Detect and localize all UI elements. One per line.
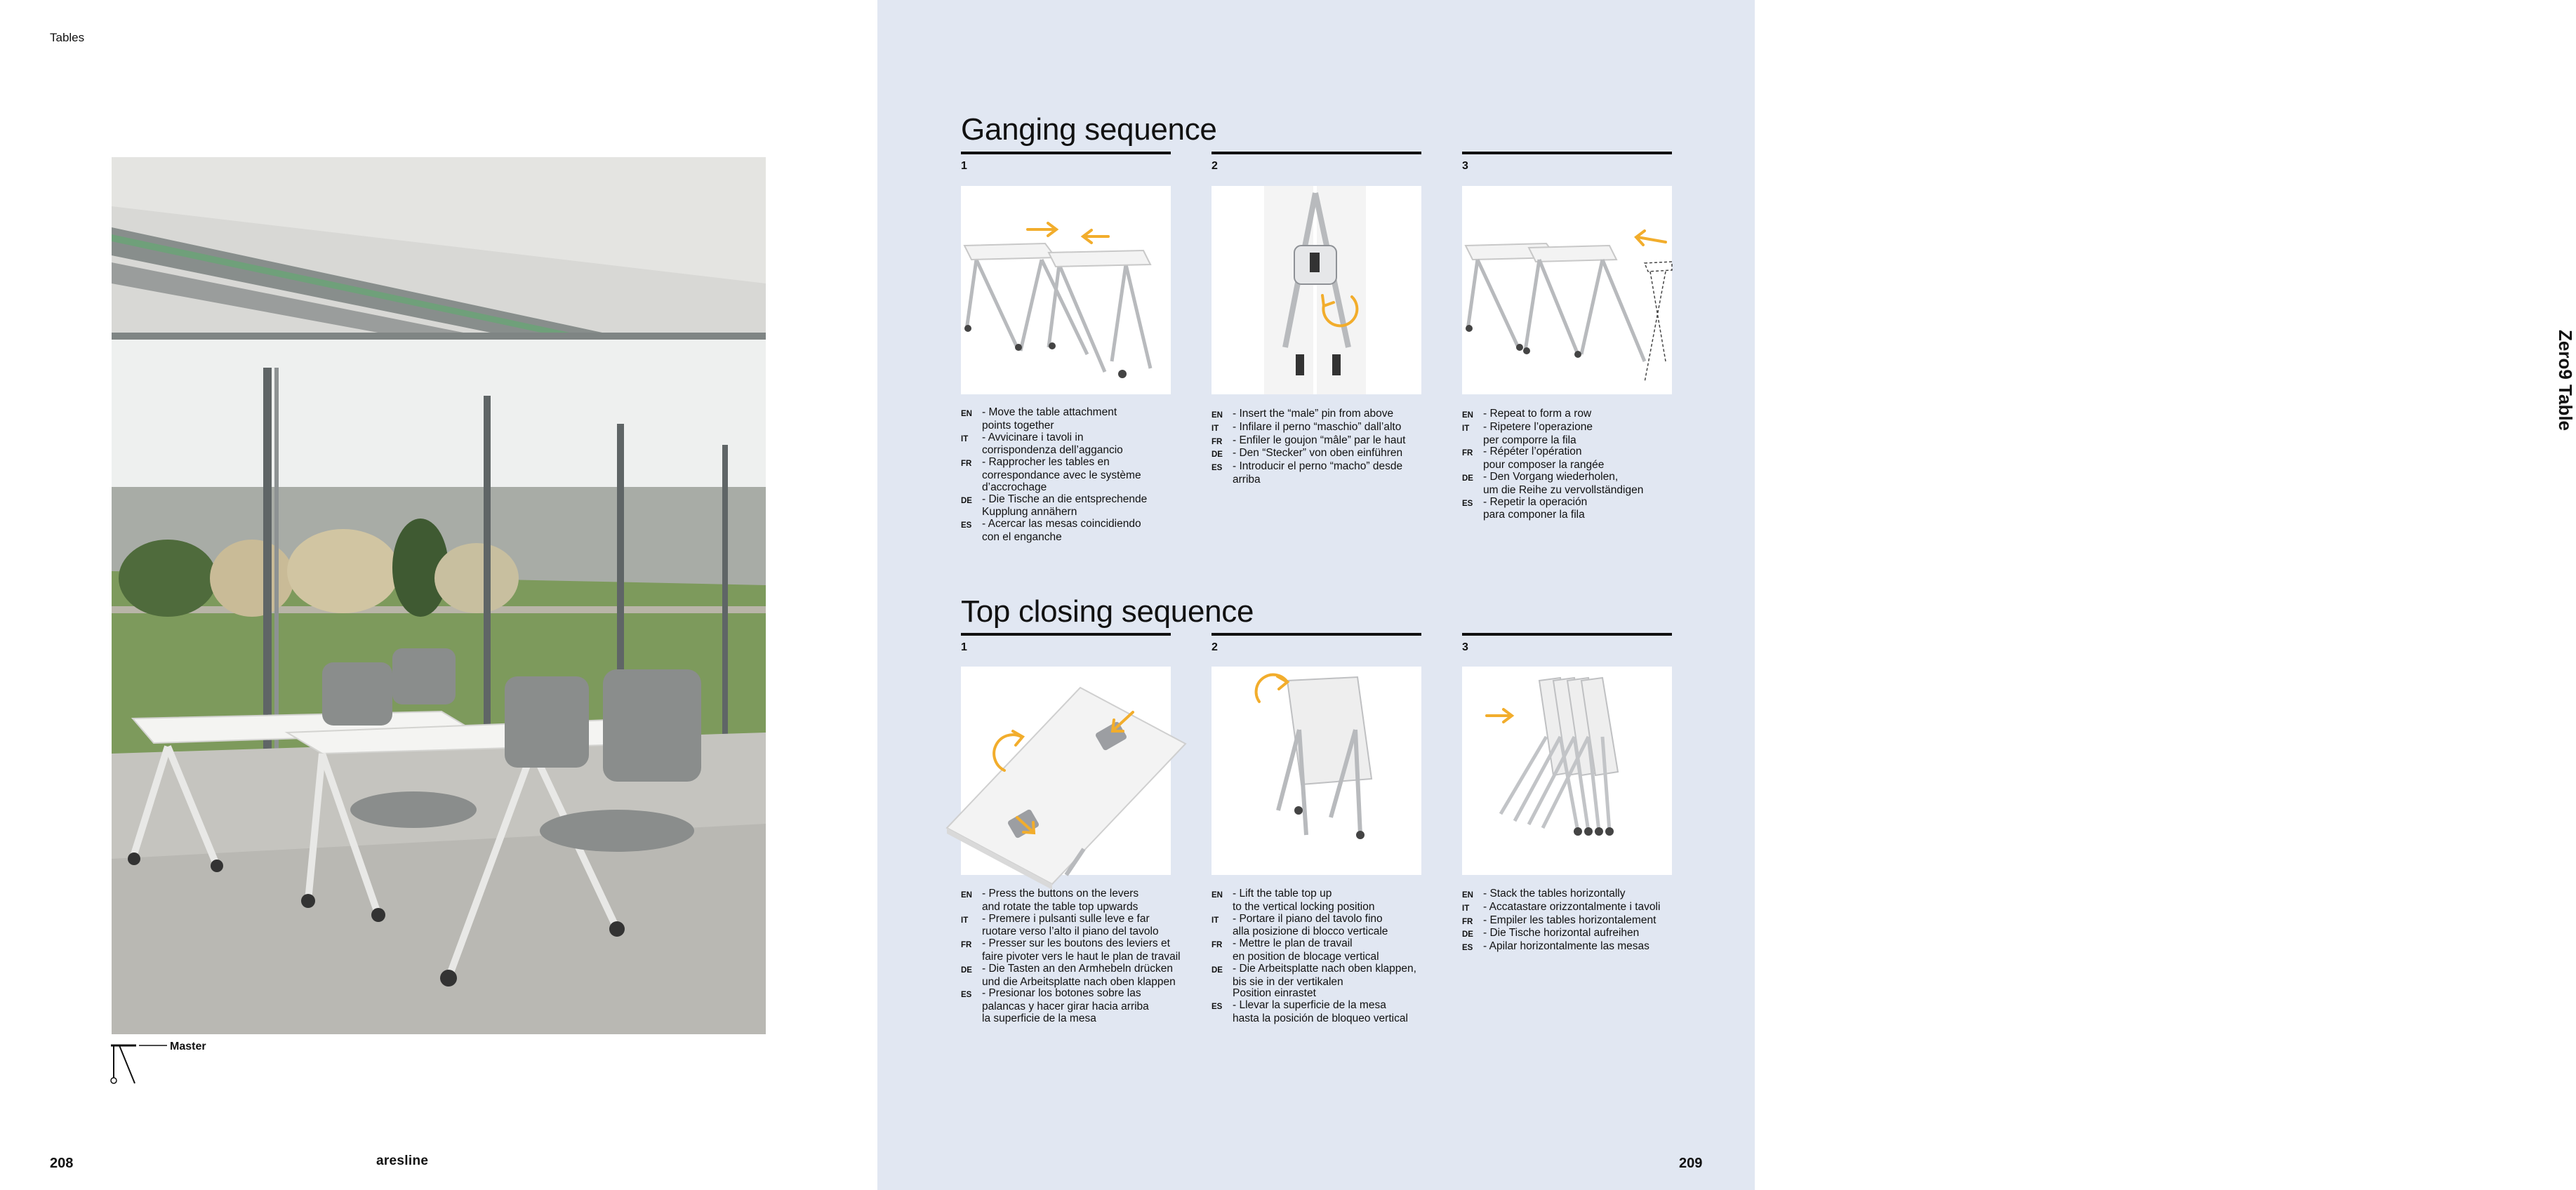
closing-step-2-text [1211, 888, 1443, 1025]
text-line: EN - Press the buttons on the levers [961, 888, 1139, 900]
ganging-rule-1 [961, 152, 1171, 154]
text-line: pour composer la rangée [1483, 459, 1605, 472]
text-line: DE - Den Vorgang wiederholen, [1462, 470, 1619, 483]
closing-step-2-illustration [1211, 667, 1421, 875]
text-line: EN - Repeat to form a row [1462, 408, 1592, 420]
closing-step-1-illustration [961, 667, 1171, 875]
text-line: IT - Portare il piano del tavolo fino [1211, 912, 1383, 925]
master-label: Master [170, 1041, 206, 1052]
page-number-right: 209 [1679, 1156, 1703, 1171]
text-line: FR - Enfiler le goujon “mâle” par le haut [1211, 434, 1406, 446]
text-line: points together [982, 419, 1054, 432]
text-line: alla posizione di blocco verticale [1233, 925, 1388, 938]
text-line: um die Reihe zu vervollständigen [1483, 483, 1644, 496]
text-line: DE - Den “Stecker” von oben einführen [1211, 447, 1403, 460]
closing-rule-2 [1211, 633, 1421, 636]
text-line: con el enganche [982, 530, 1062, 543]
text-line: arriba [1233, 473, 1261, 486]
ganging-step-2-text [1211, 408, 1443, 486]
text-line: faire pivoter vers le haut le plan de travail [982, 950, 1181, 963]
text-line: la superficie de la mesa [982, 1012, 1096, 1024]
left-page [0, 0, 877, 1190]
closing-rule-1 [961, 633, 1171, 636]
closing-step-3-illustration [1462, 667, 1672, 875]
closing-step-1-text [961, 888, 1193, 1025]
text-line: d’accrochage [982, 481, 1047, 493]
text-line: DE - Die Tasten an den Armhebeln drücken [961, 962, 1173, 975]
text-line: per comporre la fila [1483, 434, 1576, 446]
text-line: correspondance avec le système [982, 469, 1141, 481]
text-line: DE - Die Tische an die entsprechende [961, 493, 1148, 505]
text-line: und die Arbeitsplatte nach oben klappen [982, 975, 1176, 988]
text-line: IT - Infilare il perno “maschio” dall’alto [1211, 420, 1402, 433]
text-line: FR - Empiler les tables horizontalement [1462, 914, 1657, 926]
text-line: FR - Presser sur les boutons des leviers et [961, 937, 1170, 950]
text-line: EN - Stack the tables horizontally [1462, 888, 1626, 900]
text-line: IT - Ripetere l’operazione [1462, 420, 1593, 433]
ganging-step-2-number: 2 [1211, 160, 1218, 172]
text-line: and rotate the table top upwards [982, 900, 1138, 913]
text-line: hasta la posición de bloqueo vertical [1233, 1012, 1408, 1024]
ganging-step-2-illustration [1211, 186, 1421, 394]
text-line: DE - Die Arbeitsplatte nach oben klappen, [1211, 962, 1416, 975]
text-line: Position einrastet [1233, 987, 1316, 1000]
ganging-rule-2 [1211, 152, 1421, 154]
text-line: bis sie in der vertikalen [1233, 975, 1343, 988]
closing-title: Top closing sequence [961, 594, 1254, 629]
product-title: Zero9 Table [2555, 330, 2576, 432]
text-line: ES - Acercar las mesas coincidiendo [961, 518, 1141, 530]
text-line: to the vertical locking position [1233, 900, 1375, 913]
ganging-step-1-number: 1 [961, 160, 967, 172]
master-table-icon [109, 1043, 168, 1085]
ganging-step-1-text [961, 407, 1193, 544]
ganging-step-3-text [1462, 408, 1694, 521]
closing-step-3-text [1462, 888, 1694, 954]
text-line: ES - Presionar los botones sobre las [961, 987, 1141, 1000]
page-number-left: 208 [50, 1156, 74, 1171]
text-line: ES - Introducir el perno “macho” desde [1211, 460, 1403, 473]
text-line: ES - Llevar la superficie de la mesa [1211, 999, 1386, 1012]
text-line: EN - Move the table attachment [961, 406, 1117, 418]
ganging-step-3-illustration [1462, 186, 1672, 394]
text-line: DE - Die Tische horizontal aufreihen [1462, 927, 1640, 940]
text-line: ES - Apilar horizontalmente las mesas [1462, 940, 1649, 953]
section-label: Tables [50, 31, 85, 44]
text-line: IT - Premere i pulsanti sulle leve e far [961, 912, 1150, 925]
closing-step-3-number: 3 [1462, 641, 1468, 653]
text-line: FR - Rapprocher les tables en [961, 456, 1110, 469]
closing-rule-3 [1462, 633, 1672, 636]
text-line: ES - Repetir la operación [1462, 495, 1588, 508]
text-line: IT - Accatastare orizzontalmente i tavoli [1462, 900, 1661, 913]
text-line: en position de blocage vertical [1233, 950, 1379, 963]
text-line: EN - Lift the table top up [1211, 888, 1332, 900]
text-line: para componer la fila [1483, 509, 1585, 521]
ganging-step-3-number: 3 [1462, 160, 1468, 172]
text-line: palancas y hacer girar hacia arriba [982, 1001, 1149, 1013]
text-line: Kupplung annähern [982, 506, 1077, 519]
closing-step-2-number: 2 [1211, 641, 1218, 653]
ganging-title: Ganging sequence [961, 112, 1217, 147]
text-line: FR - Répéter l’opération [1462, 446, 1582, 458]
text-line: ruotare verso l’alto il piano del tavolo [982, 925, 1159, 938]
text-line: EN - Insert the “male” pin from above [1211, 408, 1394, 420]
text-line: FR - Mettre le plan de travail [1211, 937, 1353, 950]
ganging-step-1-illustration [961, 186, 1171, 394]
classroom-photo [112, 157, 766, 1034]
text-line: corrispondenza dell’aggancio [982, 444, 1123, 457]
closing-step-1-number: 1 [961, 641, 967, 653]
text-line: IT - Avvicinare i tavoli in [961, 431, 1084, 443]
ganging-rule-3 [1462, 152, 1672, 154]
brand-logo: aresline [376, 1154, 429, 1168]
